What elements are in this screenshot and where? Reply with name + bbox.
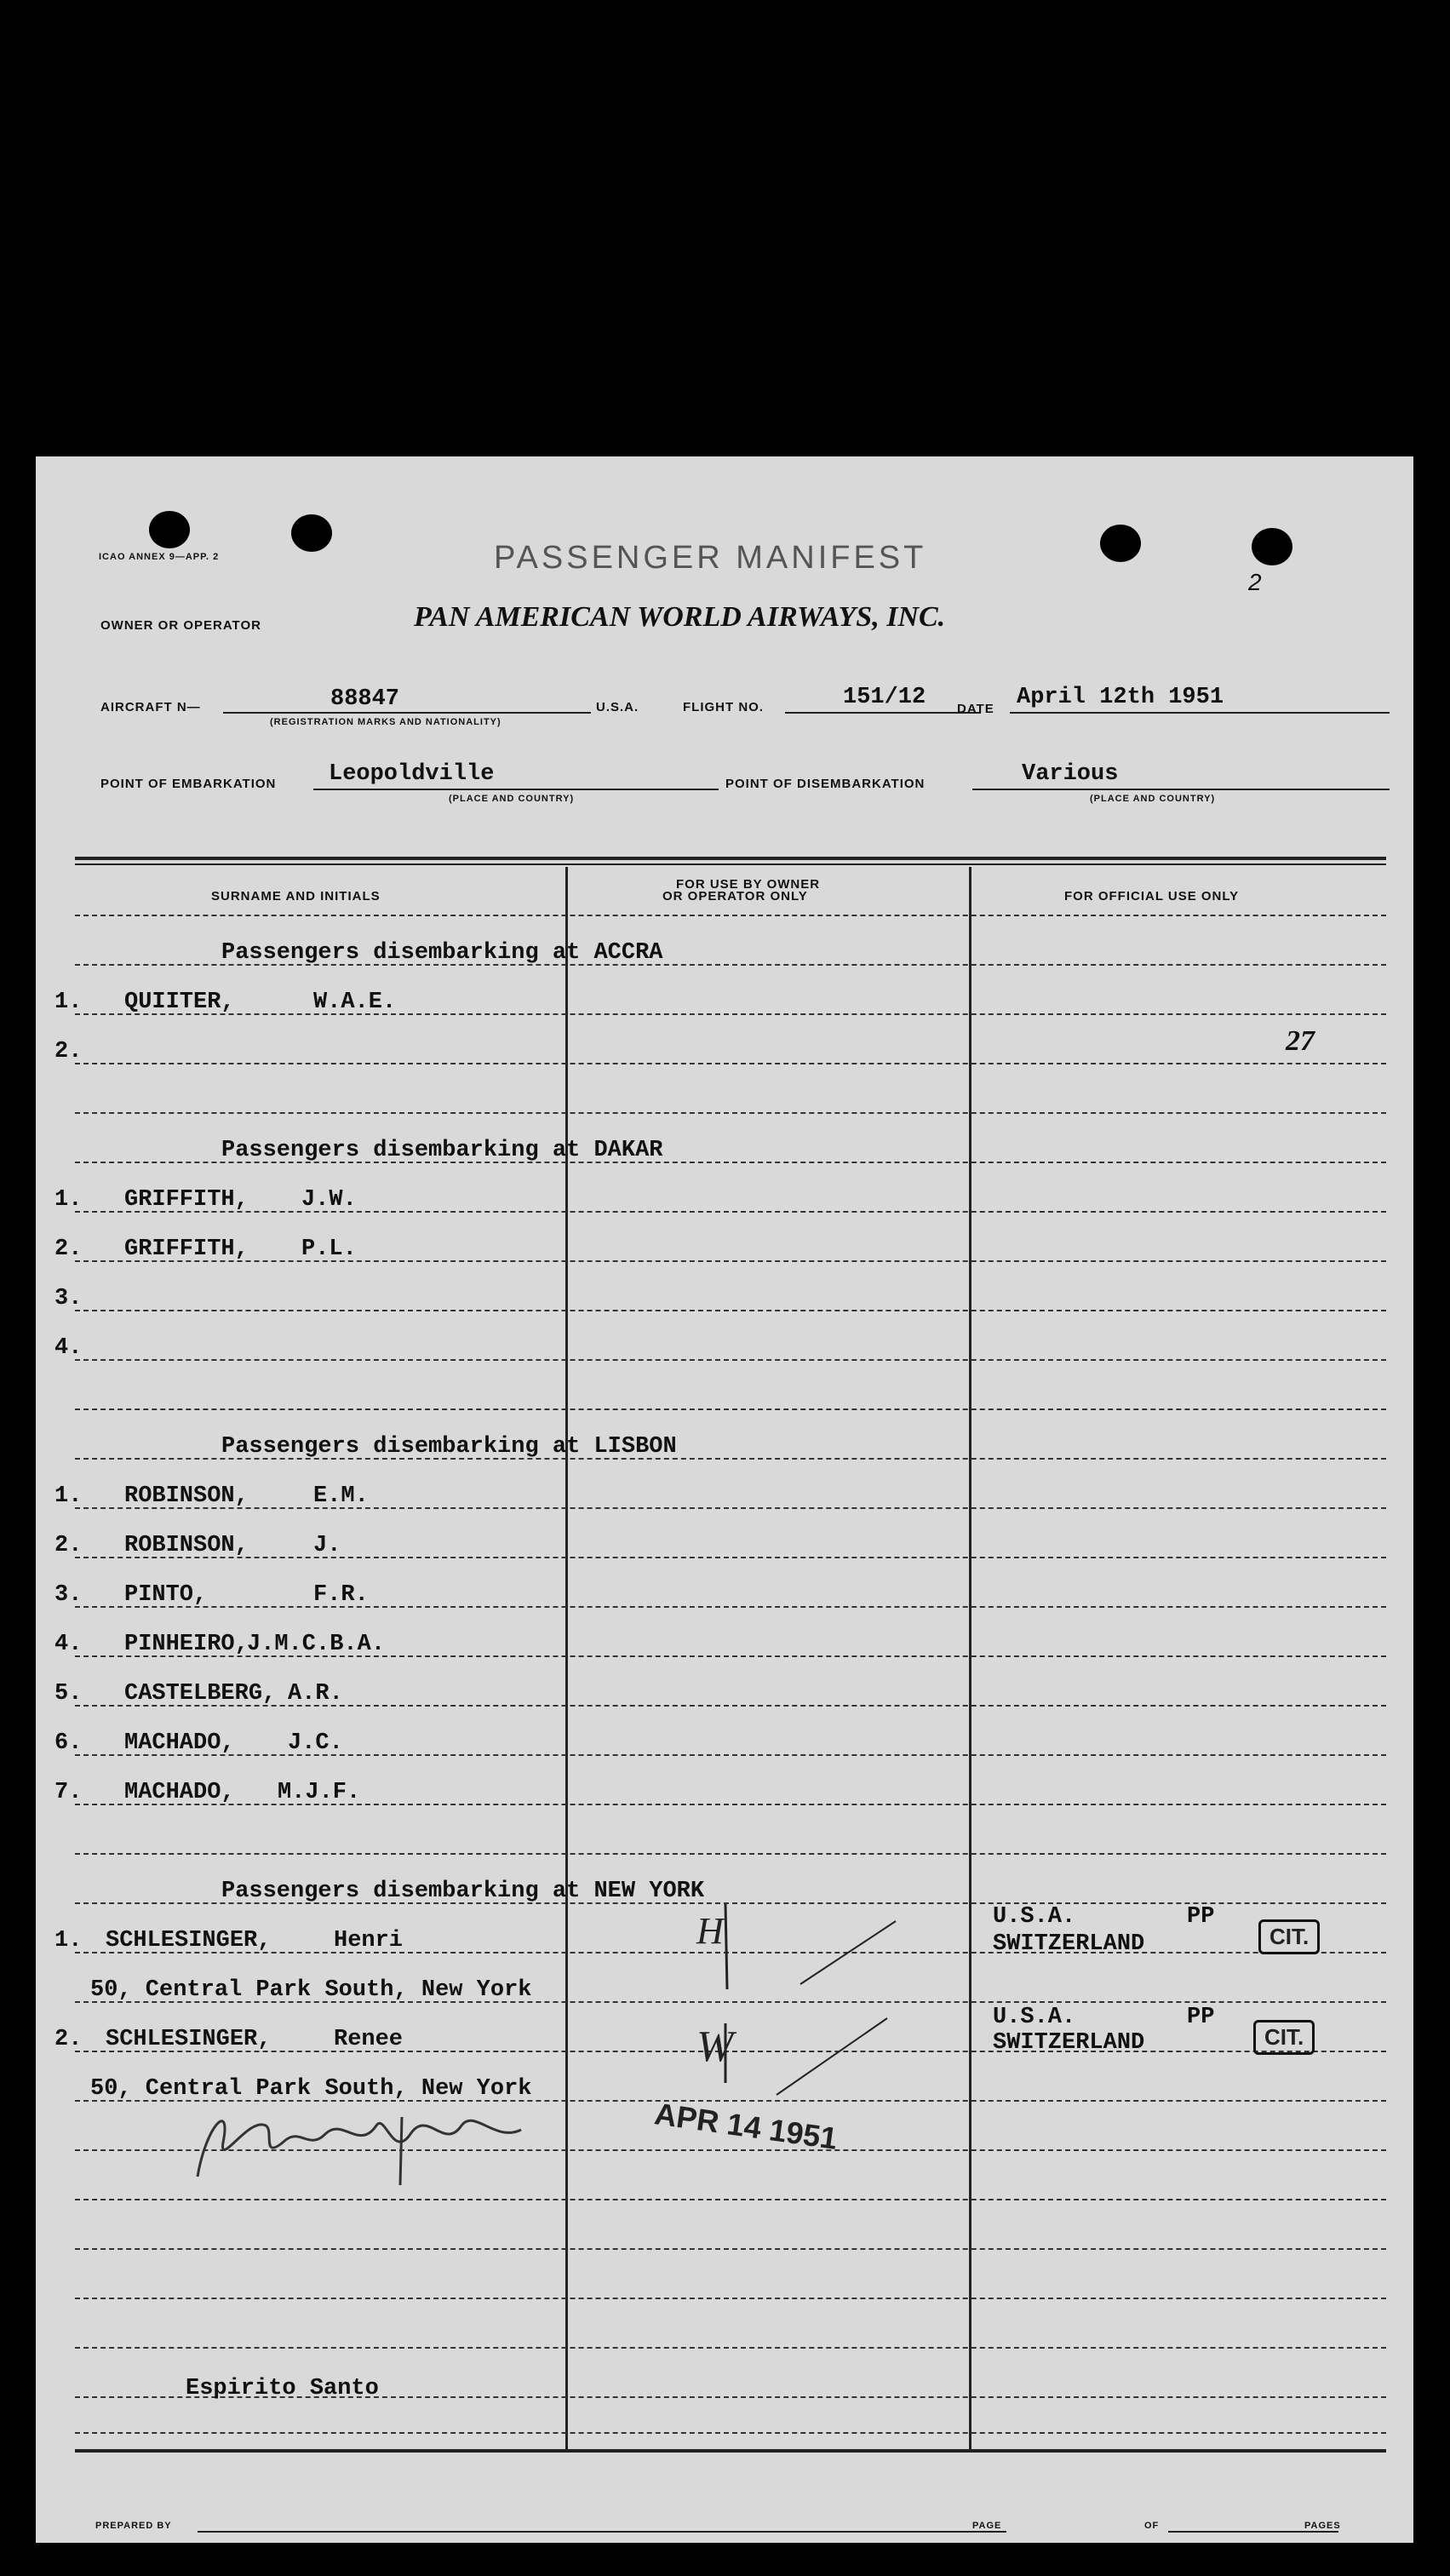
passenger-address: 50, Central Park South, New York bbox=[90, 2076, 532, 2102]
passenger-surname: SCHLESINGER, bbox=[106, 2027, 272, 2052]
page-label: PAGE bbox=[972, 2521, 1002, 2531]
handwritten-strokes bbox=[666, 1887, 921, 2126]
passenger-surname: QUIITER, bbox=[124, 990, 235, 1015]
passenger-surname: GRIFFITH, bbox=[124, 1236, 249, 1262]
of-underline bbox=[1168, 2531, 1338, 2533]
punch-hole bbox=[1100, 525, 1141, 562]
row-rule bbox=[75, 1853, 1386, 1855]
aircraft-label: AIRCRAFT N— bbox=[100, 700, 201, 714]
row-rule bbox=[75, 1507, 1386, 1509]
date-underline bbox=[1010, 712, 1390, 714]
column-divider bbox=[565, 867, 568, 2449]
flight-number: 151/12 bbox=[843, 685, 926, 710]
official-nationality: SWITZERLAND bbox=[993, 2030, 1145, 2056]
flight-underline bbox=[785, 712, 981, 714]
punch-hole bbox=[291, 514, 332, 552]
row-number: 3. bbox=[54, 1582, 83, 1608]
owner-label: OWNER OR OPERATOR bbox=[100, 618, 261, 633]
official-note: 27 bbox=[1286, 1025, 1315, 1057]
row-number: 4. bbox=[54, 1632, 83, 1657]
passenger-address: 50, Central Park South, New York bbox=[90, 1977, 532, 2003]
disembark-underline bbox=[972, 789, 1390, 790]
prepared-underline bbox=[198, 2531, 1006, 2533]
row-rule bbox=[75, 1310, 1386, 1311]
passenger-surname: ROBINSON, bbox=[124, 1533, 249, 1558]
aircraft-number: 88847 bbox=[330, 686, 400, 712]
column-header-official: FOR OFFICIAL USE ONLY bbox=[1064, 889, 1240, 904]
official-country: U.S.A. bbox=[993, 2005, 1076, 2030]
handwritten-initial: W bbox=[696, 2022, 734, 2071]
row-rule bbox=[75, 1260, 1386, 1262]
passenger-initials: J.W. bbox=[301, 1187, 357, 1213]
row-rule bbox=[75, 1359, 1386, 1361]
passenger-surname: MACHADO, bbox=[124, 1780, 235, 1805]
passenger-initials: J. bbox=[313, 1533, 341, 1558]
section-heading-newyork: Passengers disembarking at NEW YORK bbox=[221, 1879, 705, 1904]
official-doc-type: PP bbox=[1187, 1904, 1215, 1930]
disembark-place: Various bbox=[1022, 761, 1119, 787]
registration-caption: (REGISTRATION MARKS AND NATIONALITY) bbox=[270, 717, 501, 727]
column-header-surname: SURNAME AND INITIALS bbox=[211, 889, 381, 904]
passenger-initials: J.M.C.B.A. bbox=[247, 1632, 386, 1657]
table-top-rule bbox=[75, 857, 1386, 860]
row-number: 7. bbox=[54, 1780, 83, 1805]
manifest-sheet bbox=[36, 456, 1413, 2543]
row-number: 1. bbox=[54, 990, 83, 1015]
date-label: DATE bbox=[957, 702, 994, 716]
signature bbox=[181, 2091, 555, 2194]
row-rule bbox=[75, 1063, 1386, 1064]
passenger-surname: MACHADO, bbox=[124, 1730, 235, 1756]
disembark-label: POINT OF DISEMBARKATION bbox=[725, 777, 926, 791]
official-doc-type: PP bbox=[1187, 2005, 1215, 2030]
passenger-initials: M.J.F. bbox=[278, 1780, 361, 1805]
row-rule bbox=[75, 2432, 1386, 2434]
pages-label: PAGES bbox=[1304, 2521, 1341, 2531]
punch-hole bbox=[1252, 528, 1292, 565]
row-number: 6. bbox=[54, 1730, 83, 1756]
section-heading-lisbon: Passengers disembarking at LISBON bbox=[221, 1434, 677, 1460]
row-number: 1. bbox=[54, 1928, 83, 1954]
row-rule bbox=[75, 1606, 1386, 1608]
official-country: U.S.A. bbox=[993, 1904, 1076, 1930]
row-number: 2. bbox=[54, 2027, 83, 2052]
prepared-label: PREPARED BY bbox=[95, 2521, 172, 2531]
form-title: PASSENGER MANIFEST bbox=[494, 540, 927, 576]
embark-underline bbox=[313, 789, 719, 790]
passenger-initials: Henri bbox=[334, 1928, 404, 1954]
row-number: 2. bbox=[54, 1236, 83, 1262]
footer-name: Espirito Santo bbox=[186, 2376, 379, 2401]
row-rule bbox=[75, 2298, 1386, 2299]
section-heading-dakar: Passengers disembarking at DAKAR bbox=[221, 1138, 663, 1163]
official-nationality: SWITZERLAND bbox=[993, 1931, 1145, 1957]
row-number: 3. bbox=[54, 1286, 83, 1311]
row-number: 1. bbox=[54, 1187, 83, 1213]
embark-place: Leopoldville bbox=[329, 761, 495, 787]
row-number: 2. bbox=[54, 1039, 83, 1064]
handwritten-initial: H bbox=[696, 1910, 724, 1952]
row-rule bbox=[75, 1211, 1386, 1213]
passenger-initials: F.R. bbox=[313, 1582, 369, 1608]
row-rule bbox=[75, 1112, 1386, 1114]
passenger-initials: Renee bbox=[334, 2027, 404, 2052]
corner-mark: 2 bbox=[1248, 569, 1262, 595]
cit-stamp: CIT. bbox=[1253, 2020, 1315, 2055]
embark-caption: (PLACE AND COUNTRY) bbox=[449, 794, 575, 804]
passenger-initials: W.A.E. bbox=[313, 990, 397, 1015]
flight-date: April 12th 1951 bbox=[1017, 685, 1224, 710]
row-rule bbox=[75, 1408, 1386, 1410]
row-rule bbox=[75, 2248, 1386, 2250]
date-stamp: APR 14 1951 bbox=[652, 2096, 840, 2156]
row-rule bbox=[75, 1804, 1386, 1805]
row-rule bbox=[75, 1013, 1386, 1015]
column-header-owner-2: OR OPERATOR ONLY bbox=[662, 889, 808, 904]
column-divider bbox=[969, 867, 971, 2449]
section-heading-accra: Passengers disembarking at ACCRA bbox=[221, 940, 663, 966]
embark-label: POINT OF EMBARKATION bbox=[100, 777, 277, 791]
cit-stamp: CIT. bbox=[1258, 1919, 1320, 1954]
row-number: 1. bbox=[54, 1483, 83, 1509]
row-number: 4. bbox=[54, 1335, 83, 1361]
passenger-initials: P.L. bbox=[301, 1236, 357, 1262]
operator-name: PAN AMERICAN WORLD AIRWAYS, INC. bbox=[414, 601, 946, 633]
passenger-surname: PINHEIRO, bbox=[124, 1632, 249, 1657]
passenger-initials: J.C. bbox=[288, 1730, 343, 1756]
row-rule bbox=[75, 1557, 1386, 1558]
table-top-rule-2 bbox=[75, 863, 1386, 865]
nationality: U.S.A. bbox=[596, 700, 639, 714]
table-bottom-rule bbox=[75, 2449, 1386, 2453]
row-rule bbox=[75, 2347, 1386, 2349]
passenger-initials: E.M. bbox=[313, 1483, 369, 1509]
form-code: ICAO ANNEX 9—APP. 2 bbox=[99, 552, 220, 562]
passenger-initials: A.R. bbox=[288, 1681, 343, 1707]
passenger-surname: GRIFFITH, bbox=[124, 1187, 249, 1213]
row-number: 2. bbox=[54, 1533, 83, 1558]
row-number: 5. bbox=[54, 1681, 83, 1707]
passenger-surname: CASTELBERG, bbox=[124, 1681, 277, 1707]
column-header-owner-1: FOR USE BY OWNER bbox=[676, 877, 821, 892]
aircraft-underline bbox=[223, 712, 591, 714]
passenger-surname: SCHLESINGER, bbox=[106, 1928, 272, 1954]
of-label: OF bbox=[1144, 2521, 1160, 2531]
passenger-surname: ROBINSON, bbox=[124, 1483, 249, 1509]
flight-label: FLIGHT NO. bbox=[683, 700, 764, 714]
disembark-caption: (PLACE AND COUNTRY) bbox=[1090, 794, 1216, 804]
row-rule bbox=[75, 2199, 1386, 2200]
punch-hole bbox=[149, 511, 190, 548]
row-rule bbox=[75, 1754, 1386, 1756]
passenger-surname: PINTO, bbox=[124, 1582, 208, 1608]
row-rule bbox=[75, 915, 1386, 916]
